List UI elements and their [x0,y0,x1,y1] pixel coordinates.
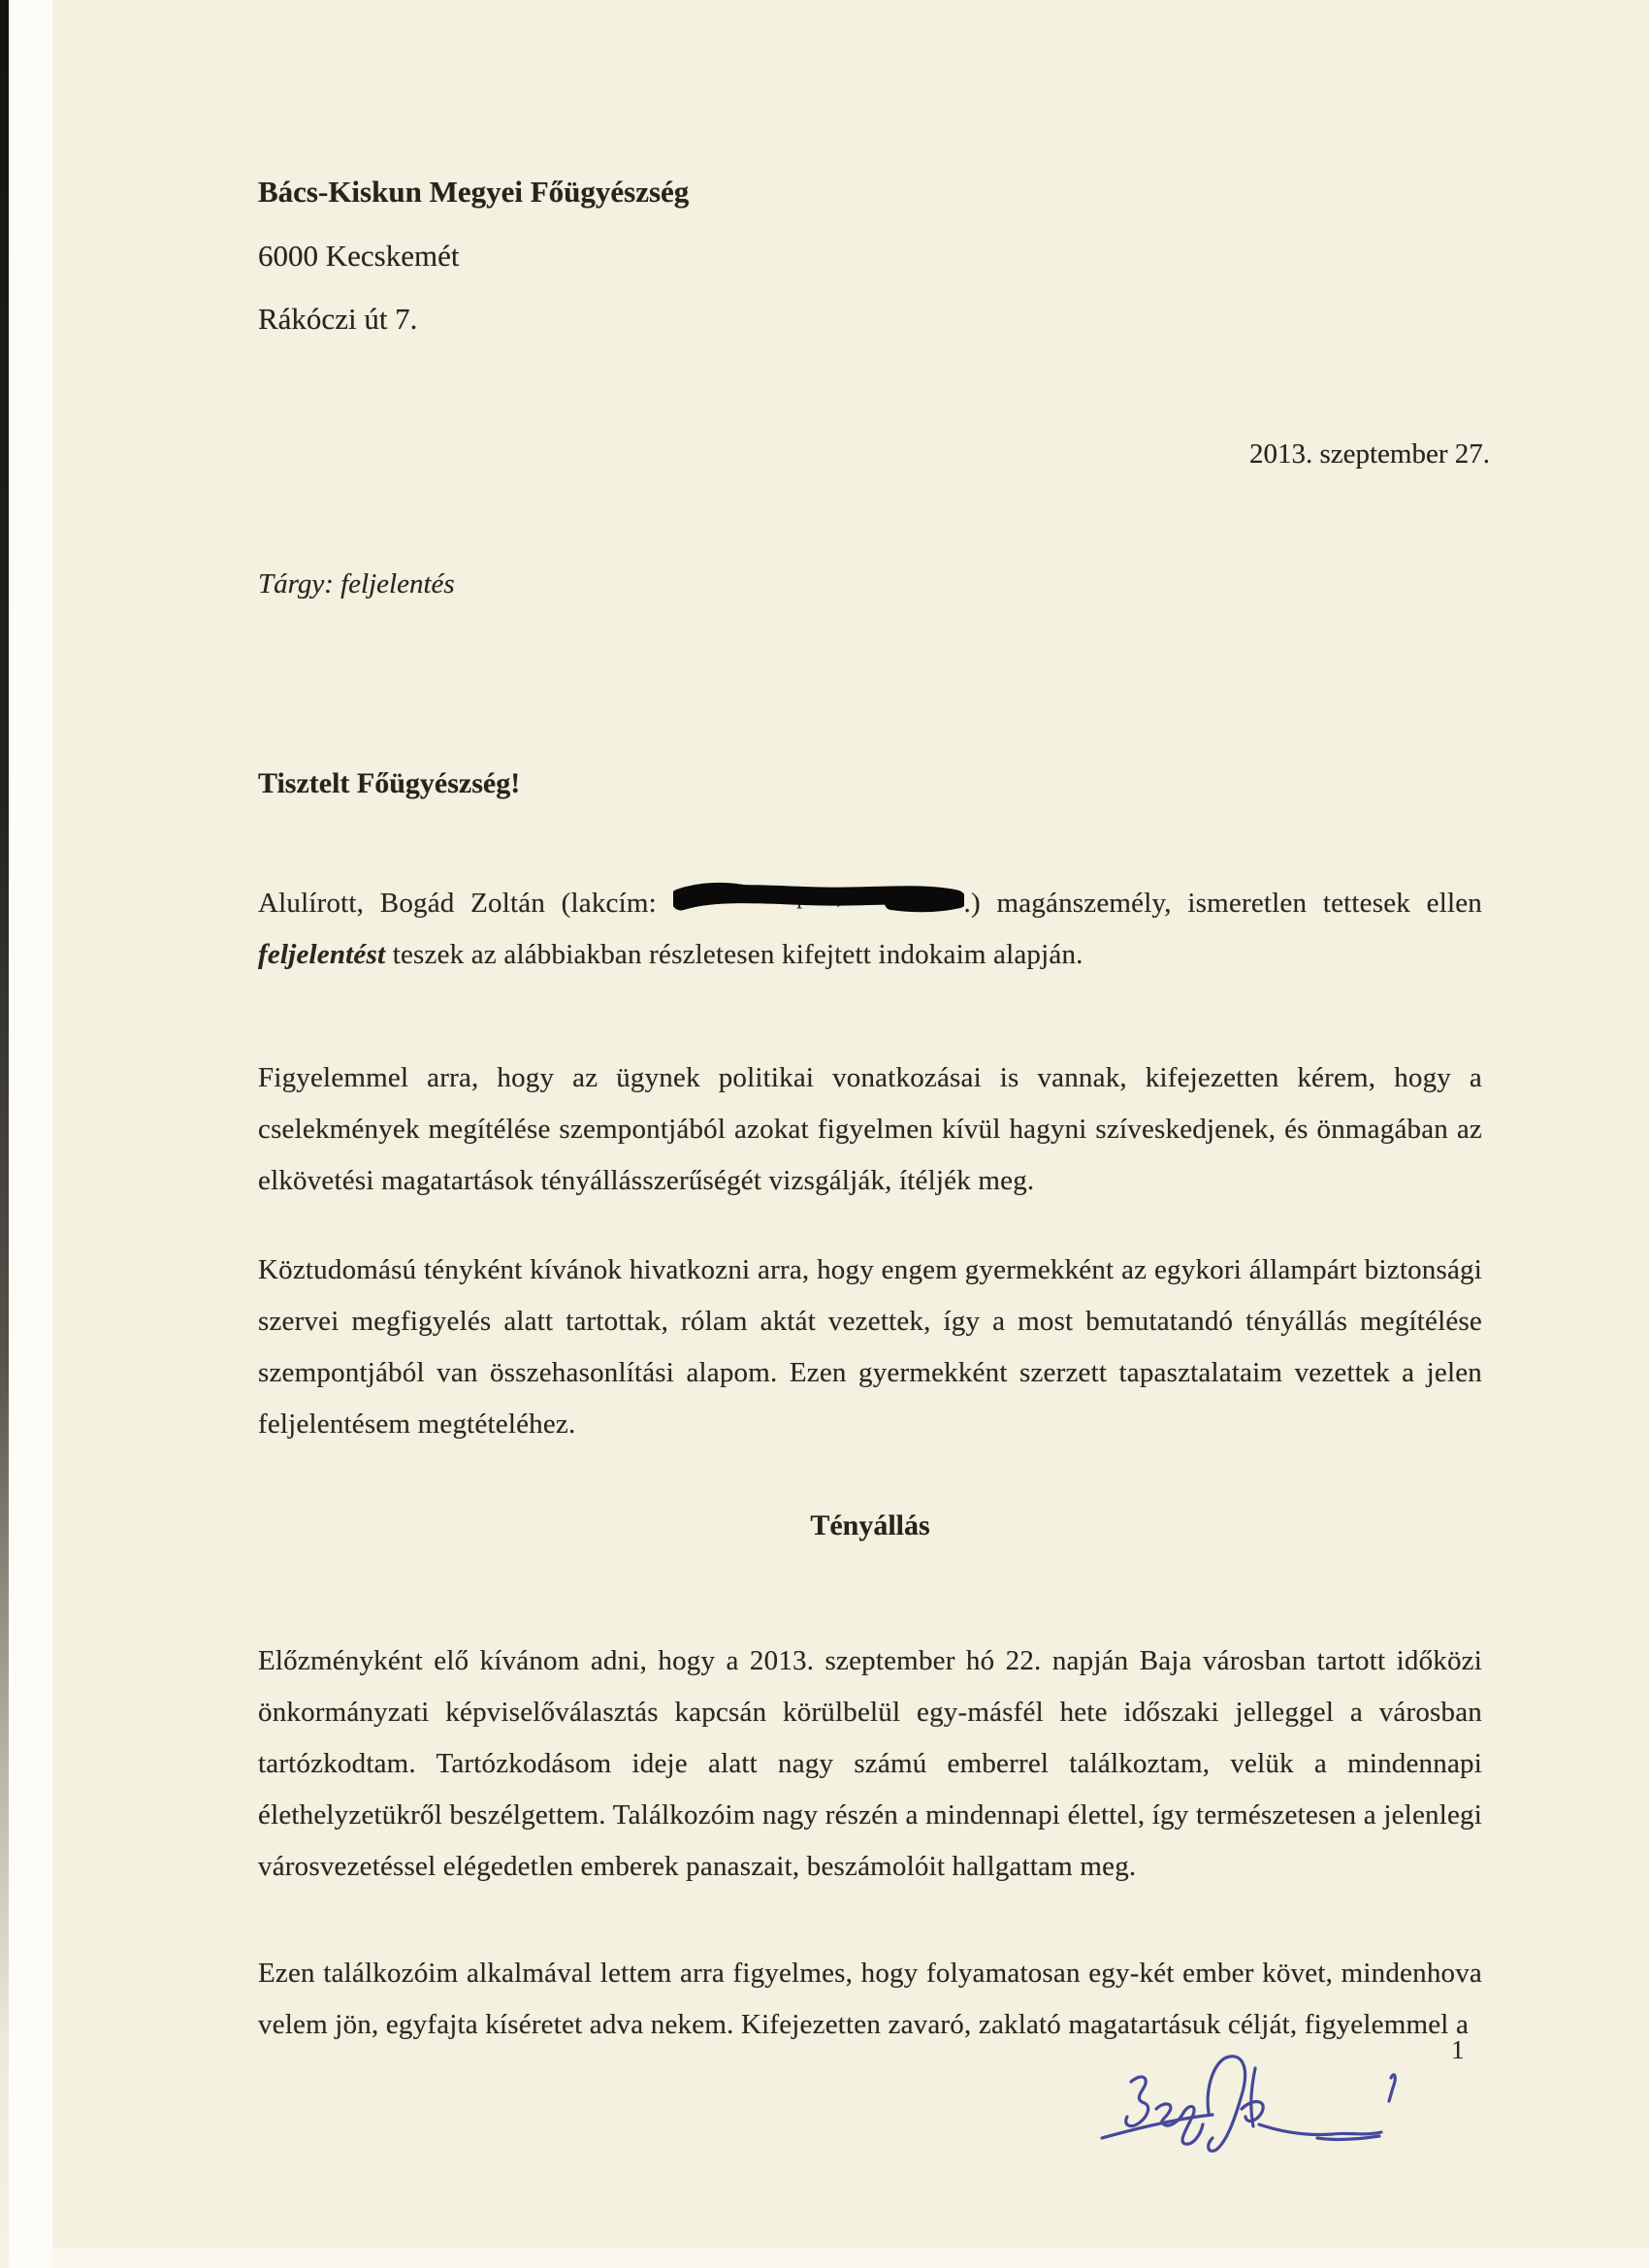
redacted-text-fragment: Budapest, [744,883,843,909]
subject-line: Tárgy: feljelentés [258,568,455,599]
marker-redaction-icon [673,881,964,922]
paragraph-request: Figyelemmel arra, hogy az ügynek politikai vonatkozásai is vannak, kifejezetten kérem, hogy a cselekmények megítélése szempontjából azokat figyelmen kívül hagyni szíveskedjenek, és önmagában az elkövetési magatartások tényállásszerűségét vizsgálják, ítéljék meg. [258,1062,1482,1196]
recipient-street: Rákóczi út 7. [258,302,418,336]
page-number: 1 [1451,2035,1465,2064]
scan-left-white-strip [9,0,52,2268]
redaction-bar [673,883,964,919]
letter-date: 2013. szeptember 27. [1248,438,1490,470]
emphasis-feljelentest: feljelentést [258,939,386,970]
signature [1088,2045,1408,2176]
paragraph-background: Köztudomású tényként kívánok hivatkozni arra, hogy engem gyermekként az egykori állampárt biztonsági szervei megfigyelés alatt tartottak, rólam aktát vezettek, így a most bemutatandó tényállás megítélése szempontjából van összehasonlítási alapom. Ezen gyermekként szerzett tapasztalataim vezettek a jelen feljelentésem megtételéhez. [258,1254,1482,1440]
paragraph-observation: Ezen találkozóim alkalmával lettem arra figyelmes, hogy folyamatosan egy-két ember követ, mindenhova velem jön, egyfajta kíséretet adva nekem. Kifejezetten zavaró, zaklató magatartásuk célját, figyelemmel a [258,1958,1482,2040]
section-heading-tenyallas: Tényállás [810,1509,930,1541]
handwritten-signature-icon [1088,2045,1408,2176]
recipient-name: Bács-Kiskun Megyei Főügyészség [258,175,690,209]
intro-text-rest: teszek az alábbiakban részletesen kifejtett indokaim alapján. [385,939,1083,970]
paragraph-events: Előzményként elő kívánom adni, hogy a 2013. szeptember hó 22. napján Baja városban tartott időközi önkormányzati képviselőválasztás kapcsán körülbelül egy-másfél hete időszaki jelleggel a városban tartózkodtam. Tartózkodásom ideje alatt nagy számú emberrel találkoztam, velük a mindennapi élethelyzetükről beszélgettem. Találkozóim nagy részén a mindennapi élettel, így természetesen a jelenlegi városvezetéssel elégedetlen emberek panaszait, beszámolóit hallgattam meg. [258,1645,1482,1882]
intro-text-after-redaction: .) magánszemély, ismeretlen tettesek ellen [963,888,1482,919]
recipient-city: 6000 Kecskemét [258,239,460,273]
salutation: Tisztelt Főügyészség! [258,767,521,799]
intro-text-before-redaction: Alulírott, Bogád Zoltán (lakcím: [258,888,673,919]
paragraph-intro [258,878,1482,981]
scan-left-dark-edge [0,0,9,2268]
scan-bottom-light-strip [52,2249,1649,2268]
